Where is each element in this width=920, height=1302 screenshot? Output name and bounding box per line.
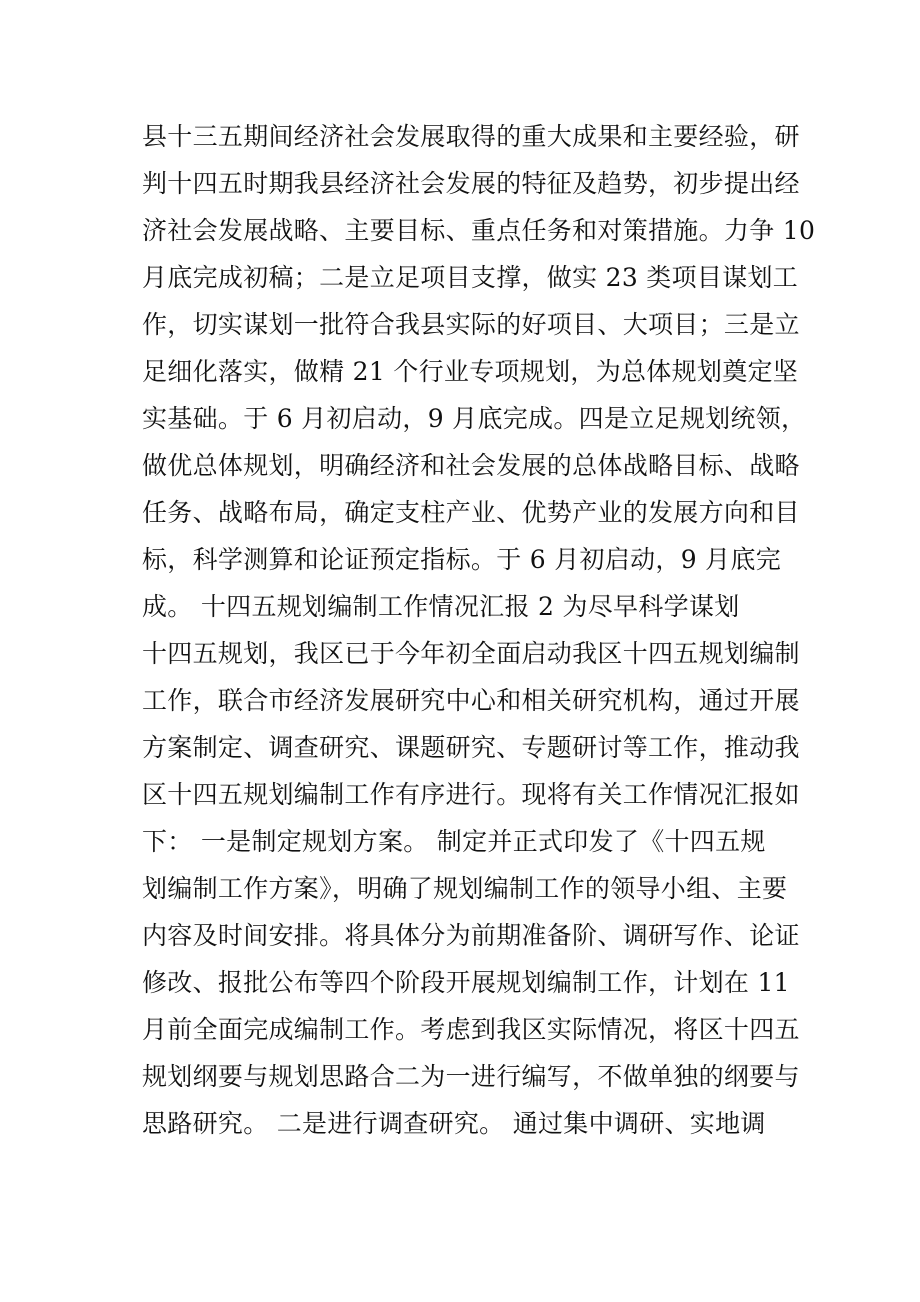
text-line: 成。 十四五规划编制工作情况汇报 2 为尽早科学谋划 [142, 592, 740, 621]
text-line: 实基础。于 6 月初启动，9 月底完成。四是立足规划统领， [142, 404, 807, 433]
text-line: 足细化落实，做精 21 个行业专项规划，为总体规划奠定坚 [142, 357, 799, 386]
text-line: 标，科学测算和论证预定指标。于 6 月初启动，9 月底完 [142, 545, 782, 574]
text-line: 作，切实谋划一批符合我县实际的好项目、大项目；三是立 [142, 310, 800, 339]
text-line: 修改、报批公布等四个阶段开展规划编制工作，计划在 11 [142, 968, 790, 997]
text-line: 思路研究。 二是进行调查研究。 通过集中调研、实地调 [142, 1109, 766, 1138]
text-line: 月底完成初稿；二是立足项目支撑，做实 23 类项目谋划工 [142, 263, 799, 292]
document-body [142, 113, 816, 1147]
text-line: 划编制工作方案》，明确了规划编制工作的领导小组、主要 [142, 874, 788, 903]
text-line: 判十四五时期我县经济社会发展的特征及趋势，初步提出经 [142, 169, 800, 198]
text-line: 济社会发展战略、主要目标、重点任务和对策措施。力争 10 [142, 216, 816, 245]
text-line: 方案制定、调查研究、课题研究、专题研讨等工作，推动我 [142, 733, 800, 762]
text-line: 十四五规划，我区已于今年初全面启动我区十四五规划编制 [142, 639, 800, 668]
text-line: 工作，联合市经济发展研究中心和相关研究机构，通过开展 [142, 686, 800, 715]
text-line: 规划纲要与规划思路合二为一进行编写，不做单独的纲要与 [142, 1062, 800, 1091]
text-line: 内容及时间安排。将具体分为前期准备阶、调研写作、论证 [142, 921, 800, 950]
text-line: 下： 一是制定规划方案。 制定并正式印发了《十四五规 [142, 827, 766, 856]
text-line: 月前全面完成编制工作。考虑到我区实际情况，将区十四五 [142, 1015, 800, 1044]
text-line: 做优总体规划，明确经济和社会发展的总体战略目标、战略 [142, 451, 800, 480]
text-line: 县十三五期间经济社会发展取得的重大成果和主要经验，研 [142, 122, 800, 151]
text-line: 任务、战略布局，确定支柱产业、优势产业的发展方向和目 [142, 498, 800, 527]
text-line: 区十四五规划编制工作有序进行。现将有关工作情况汇报如 [142, 780, 800, 809]
